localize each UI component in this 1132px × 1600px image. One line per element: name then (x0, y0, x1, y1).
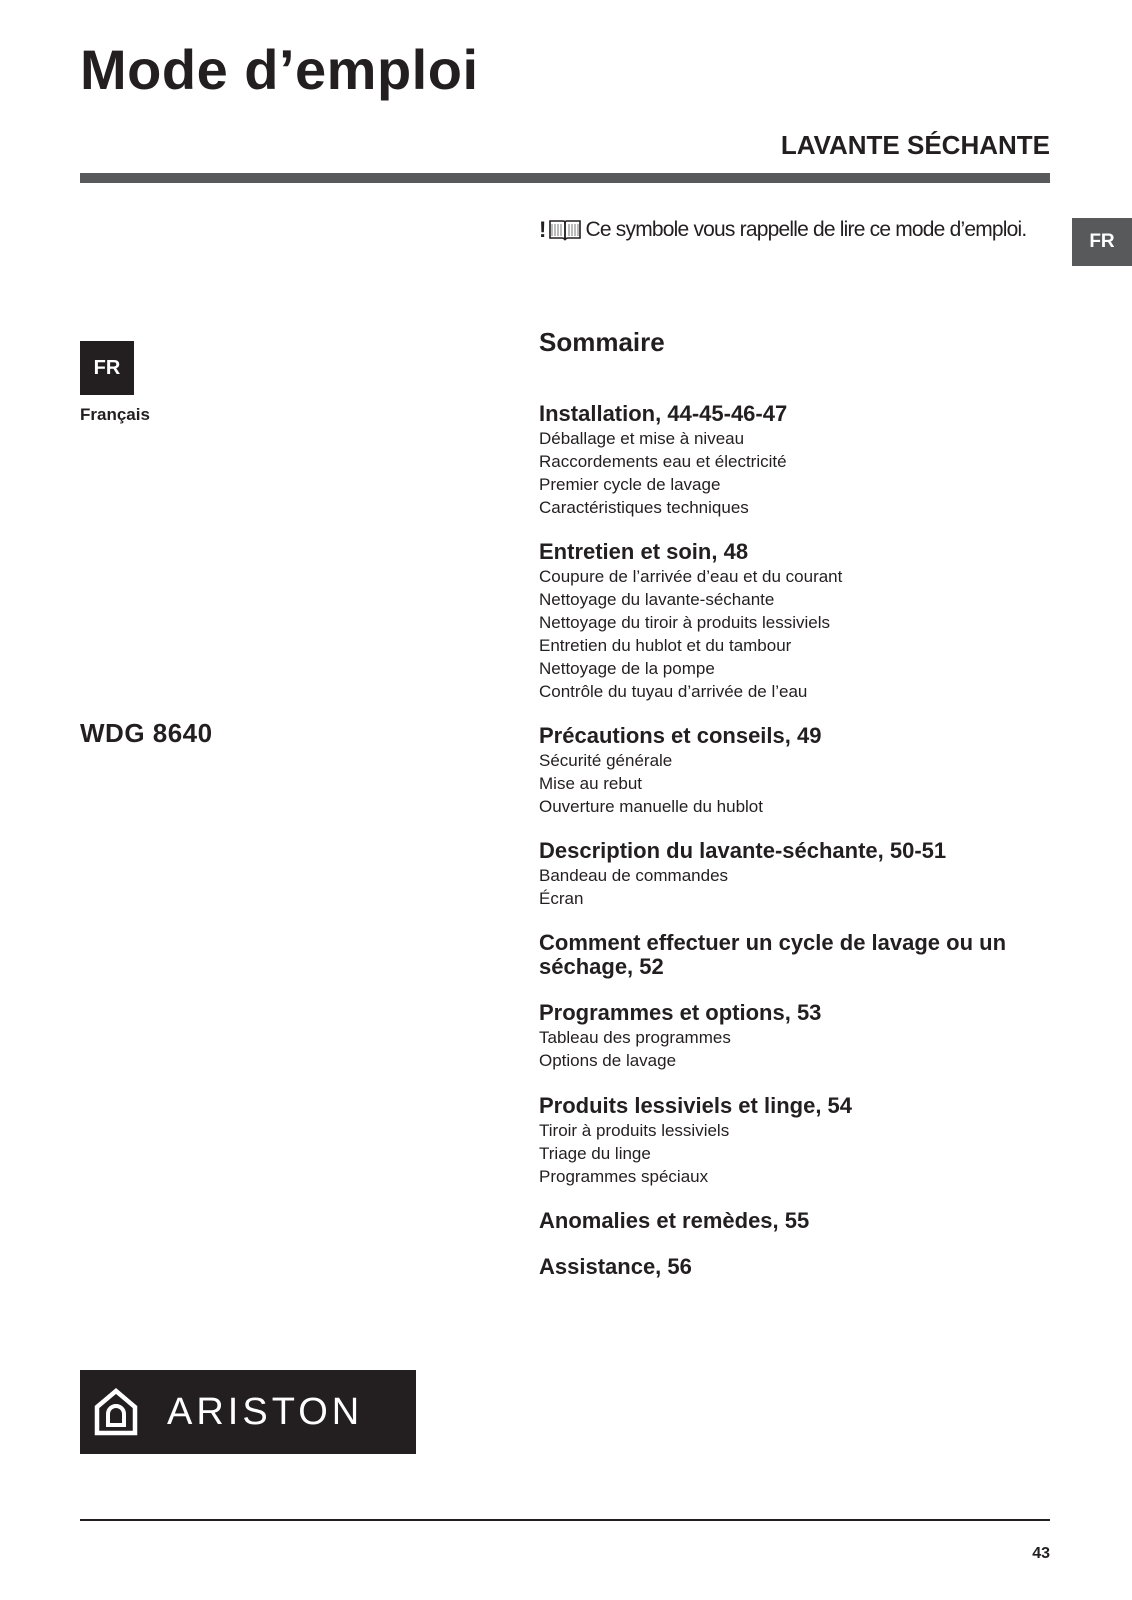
exclamation-mark: ! (539, 217, 546, 242)
product-type-subtitle: LAVANTE SÉCHANTE (780, 130, 1050, 160)
toc-item: Premier cycle de lavage (539, 475, 721, 494)
open-book-icon (548, 218, 582, 242)
toc-section (539, 839, 1039, 910)
toc-section (539, 402, 1039, 519)
toc-item: Ouverture manuelle du hublot (539, 797, 763, 816)
toc-section-title: Programmes et options, 53 (539, 1000, 822, 1025)
toc-item: Déballage et mise à niveau (539, 429, 745, 448)
toc-item: Caractéristiques techniques (539, 498, 749, 517)
house-logo-icon (93, 1387, 139, 1437)
footer-divider (80, 1519, 1050, 1521)
toc-item: Sécurité générale (539, 751, 673, 770)
toc-item: Entretien du hublot et du tambour (539, 636, 792, 655)
notice-text: Ce symbole vous rappelle de lire ce mode d’emploi. (585, 218, 1027, 241)
brand-logo (80, 1370, 416, 1454)
header-divider (80, 173, 1050, 183)
toc-item: Nettoyage du lavante-séchante (539, 590, 775, 609)
toc-item: Tableau des programmes (539, 1028, 731, 1047)
toc-item: Bandeau de commandes (539, 866, 729, 885)
toc-section-title: Comment effectuer un cycle de lavage ou un séchage, 52 (539, 930, 1007, 979)
toc-item: Nettoyage de la pompe (539, 659, 715, 678)
model-number: WDG 8640 (80, 718, 213, 748)
toc-section-title: Précautions et conseils, 49 (539, 723, 822, 748)
toc-item: Programmes spéciaux (539, 1167, 709, 1186)
toc-item: Raccordements eau et électricité (539, 452, 787, 471)
toc-section-title: Produits lessiviels et linge, 54 (539, 1093, 853, 1118)
page-title: Mode d’emploi (80, 38, 479, 101)
toc-section (539, 1094, 1039, 1188)
toc-section-title: Installation, 44-45-46-47 (539, 401, 788, 426)
toc-item: Options de lavage (539, 1051, 677, 1070)
toc-section (539, 724, 1039, 818)
toc-item: Triage du linge (539, 1144, 651, 1163)
toc-item: Contrôle du tuyau d’arrivée de l’eau (539, 682, 808, 701)
toc-section (539, 1209, 1039, 1234)
brand-name: ARISTON (167, 1390, 364, 1433)
toc-section (539, 1255, 1039, 1280)
page-number: 43 (1032, 1545, 1050, 1562)
language-tab: FR (1072, 218, 1132, 266)
language-code-box: FR (80, 341, 134, 395)
toc-item: Écran (539, 889, 584, 908)
toc-item: Nettoyage du tiroir à produits lessiviels (539, 613, 831, 632)
toc-item: Coupure de l’arrivée d’eau et du courant (539, 567, 843, 586)
toc-section (539, 540, 1039, 703)
toc-item: Tiroir à produits lessiviels (539, 1121, 730, 1140)
toc-section (539, 1001, 1039, 1072)
toc-heading: Sommaire (539, 327, 665, 357)
toc-section-title: Description du lavante-séchante, 50-51 (539, 838, 947, 863)
toc-section-title: Entretien et soin, 48 (539, 539, 749, 564)
toc-item: Mise au rebut (539, 774, 642, 793)
toc-section-title: Anomalies et remèdes, 55 (539, 1208, 810, 1233)
toc-section (539, 931, 1039, 980)
read-manual-notice (539, 217, 1026, 243)
toc-section-title: Assistance, 56 (539, 1254, 692, 1279)
language-name: Français (80, 405, 150, 424)
